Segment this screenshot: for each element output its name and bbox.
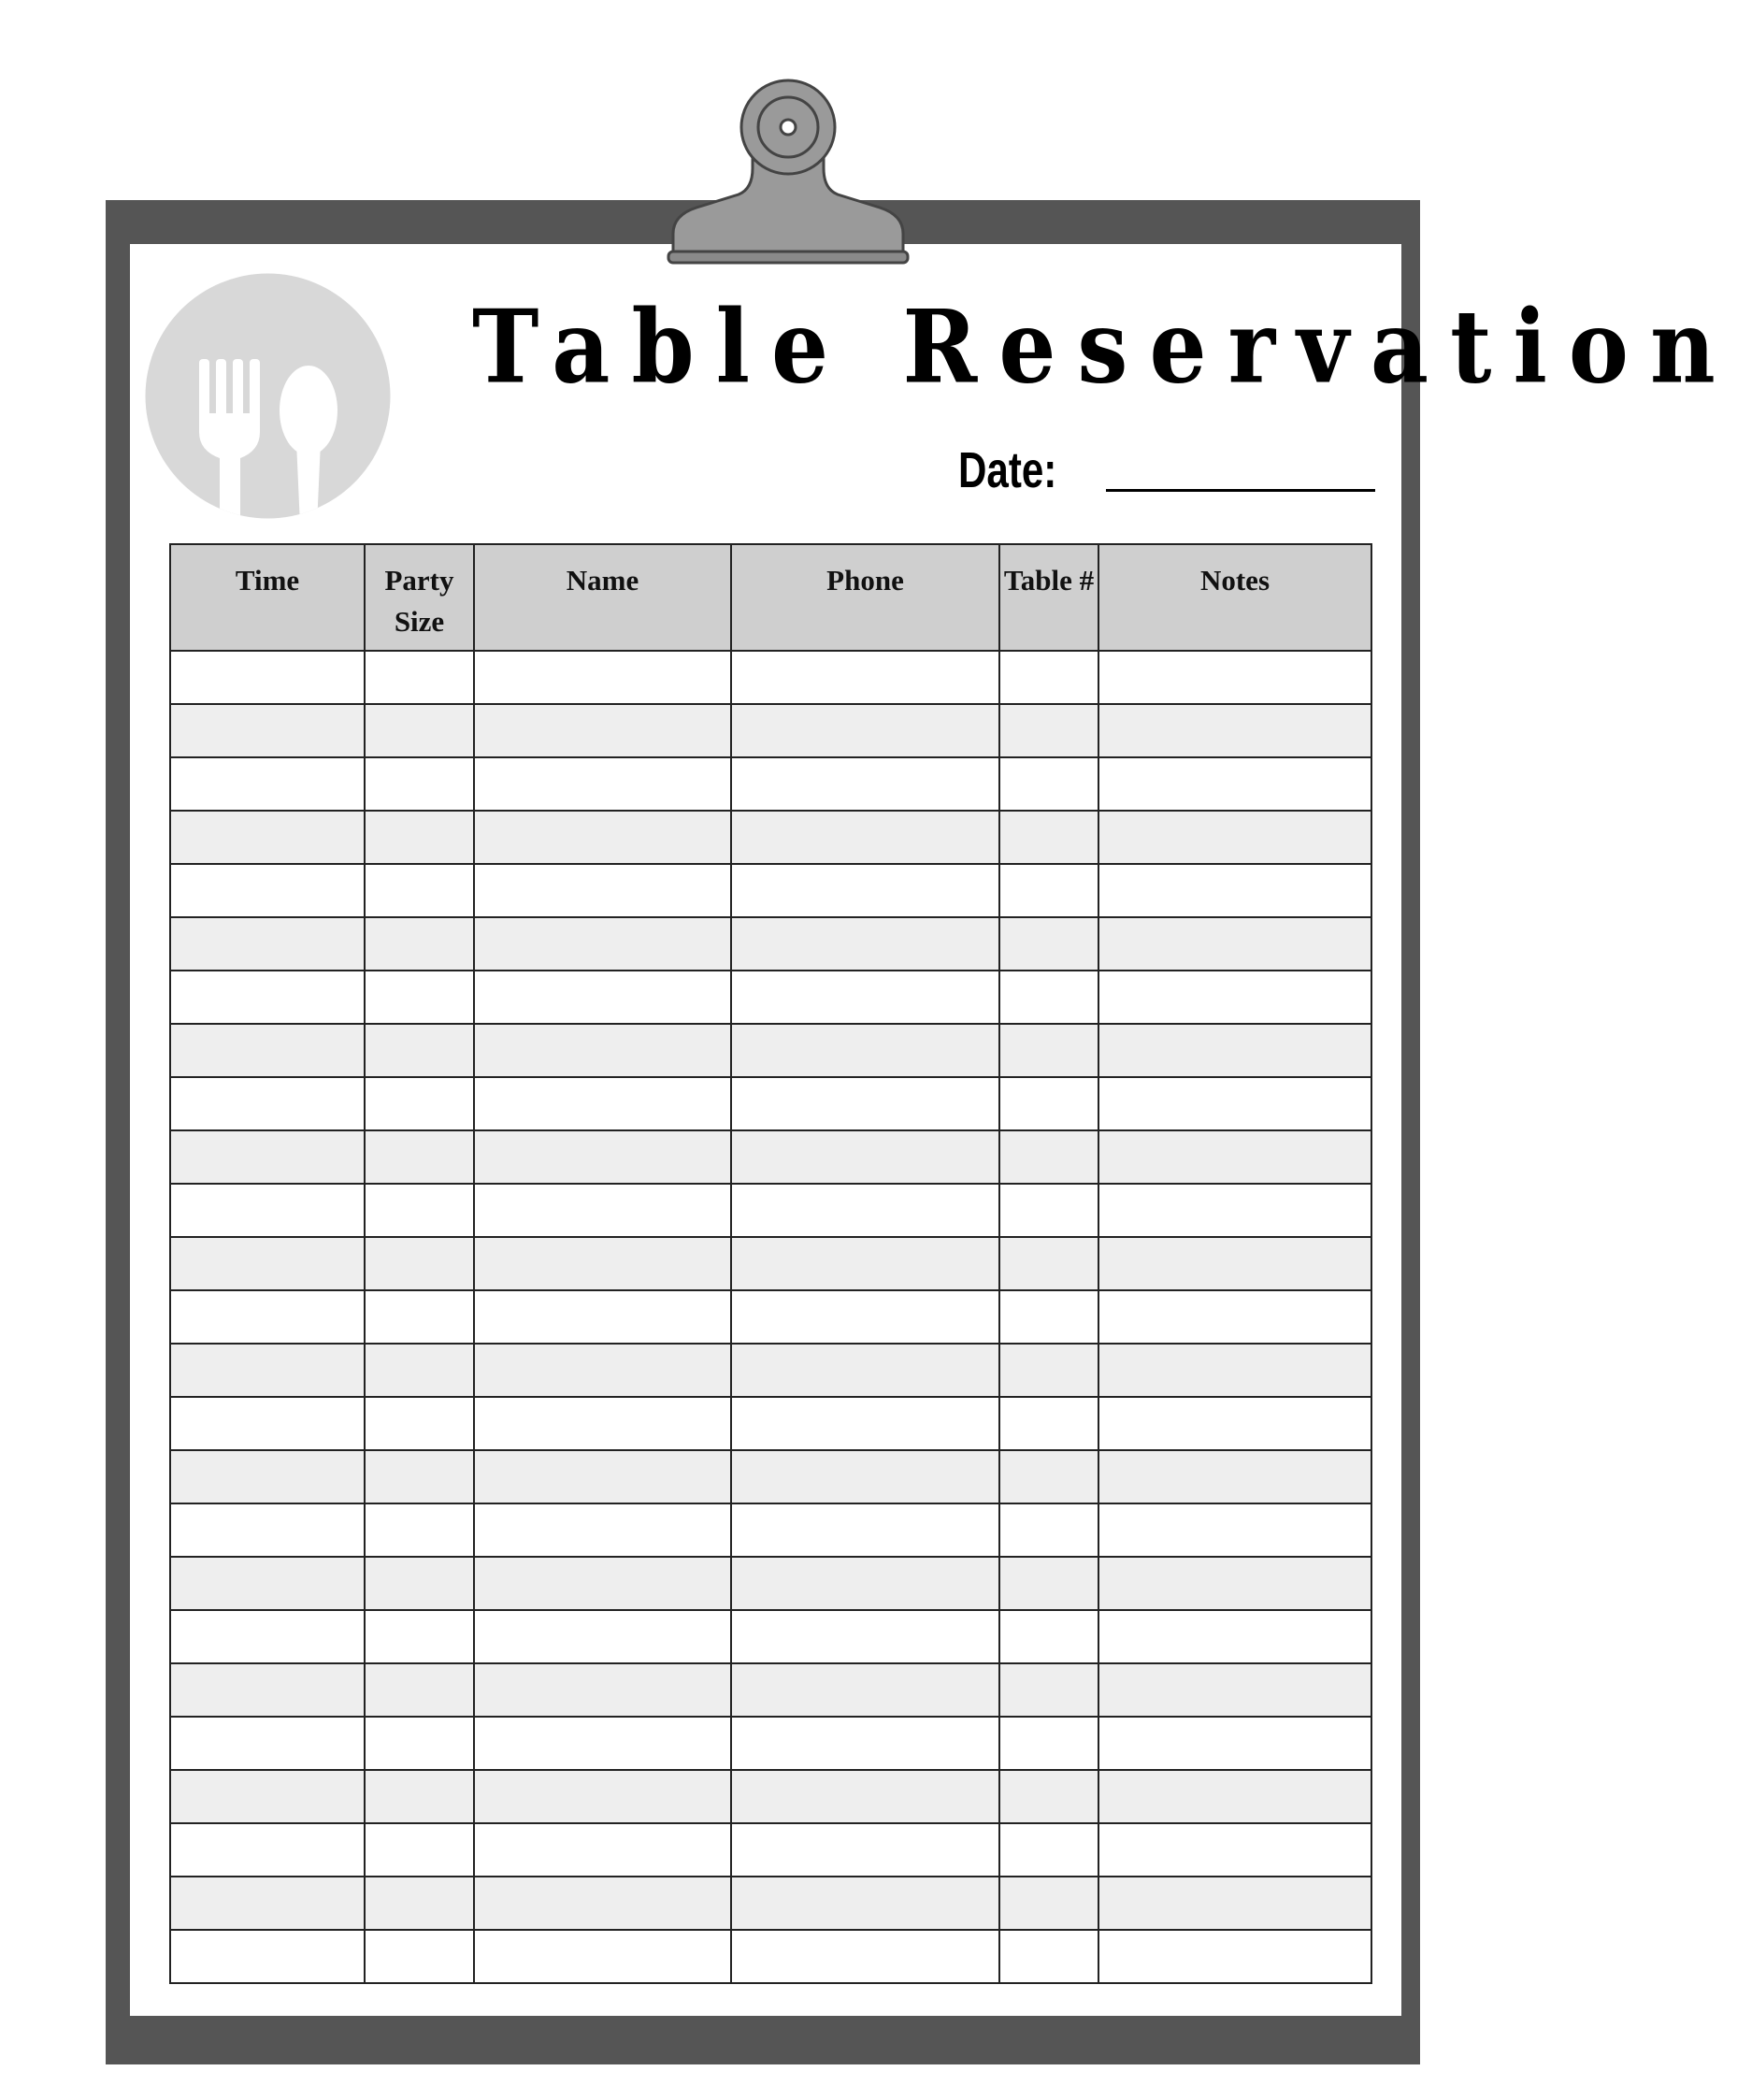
cell-table-number[interactable]: [999, 1610, 1098, 1663]
cell-notes[interactable]: [1098, 1503, 1371, 1557]
column-header-notes: Notes: [1098, 544, 1371, 651]
cell-phone[interactable]: [731, 1663, 999, 1717]
cell-notes[interactable]: [1098, 1557, 1371, 1610]
table-row: [170, 971, 1371, 1024]
cell-phone[interactable]: [731, 1344, 999, 1397]
table-row: [170, 1290, 1371, 1344]
date-label: Date:: [958, 442, 1057, 498]
cell-party-size[interactable]: [365, 1024, 474, 1077]
cell-name[interactable]: [474, 1770, 731, 1823]
cell-notes[interactable]: [1098, 811, 1371, 864]
cell-table-number[interactable]: [999, 1930, 1098, 1983]
binder-clip-icon: [668, 75, 908, 266]
cell-party-size[interactable]: [365, 1237, 474, 1290]
date-field: [958, 439, 1375, 496]
cell-party-size[interactable]: [365, 1770, 474, 1823]
table-row: [170, 1823, 1371, 1877]
cell-phone[interactable]: [731, 1184, 999, 1237]
cell-time[interactable]: [170, 1930, 365, 1983]
cell-name[interactable]: [474, 1557, 731, 1610]
cell-time[interactable]: [170, 1184, 365, 1237]
cell-notes[interactable]: [1098, 1344, 1371, 1397]
table-row: [170, 1130, 1371, 1184]
cell-phone[interactable]: [731, 1237, 999, 1290]
cell-notes[interactable]: [1098, 864, 1371, 917]
cell-party-size[interactable]: [365, 917, 474, 971]
cell-time[interactable]: [170, 704, 365, 757]
cell-time[interactable]: [170, 1770, 365, 1823]
cell-notes[interactable]: [1098, 971, 1371, 1024]
cell-phone[interactable]: [731, 704, 999, 757]
cell-name[interactable]: [474, 1823, 731, 1877]
cell-party-size[interactable]: [365, 864, 474, 917]
cell-party-size[interactable]: [365, 1717, 474, 1770]
cell-notes[interactable]: [1098, 1397, 1371, 1450]
cell-party-size[interactable]: [365, 1557, 474, 1610]
fork-spoon-icon: [145, 273, 391, 519]
cell-table-number[interactable]: [999, 757, 1098, 811]
cell-notes[interactable]: [1098, 917, 1371, 971]
table-row: [170, 651, 1371, 704]
cell-table-number[interactable]: [999, 1877, 1098, 1930]
cell-time[interactable]: [170, 1877, 365, 1930]
cell-time[interactable]: [170, 1450, 365, 1503]
cell-phone[interactable]: [731, 1024, 999, 1077]
table-body: [170, 651, 1371, 1983]
cell-name[interactable]: [474, 864, 731, 917]
column-header-name: Name: [474, 544, 731, 651]
cell-phone[interactable]: [731, 1077, 999, 1130]
cell-name[interactable]: [474, 1663, 731, 1717]
table-row: [170, 757, 1371, 811]
cell-name[interactable]: [474, 1397, 731, 1450]
cell-time[interactable]: [170, 917, 365, 971]
cell-time[interactable]: [170, 1503, 365, 1557]
cell-notes[interactable]: [1098, 1717, 1371, 1770]
cell-party-size[interactable]: [365, 1663, 474, 1717]
cell-notes[interactable]: [1098, 1663, 1371, 1717]
cell-time[interactable]: [170, 1130, 365, 1184]
cell-table-number[interactable]: [999, 1450, 1098, 1503]
table-row: [170, 1610, 1371, 1663]
cell-phone[interactable]: [731, 1877, 999, 1930]
cell-time[interactable]: [170, 1557, 365, 1610]
cell-table-number[interactable]: [999, 1184, 1098, 1237]
table-row: [170, 1184, 1371, 1237]
cell-time[interactable]: [170, 1077, 365, 1130]
table-header-row: [170, 544, 1371, 651]
cell-party-size[interactable]: [365, 1450, 474, 1503]
table-row: [170, 811, 1371, 864]
cell-phone[interactable]: [731, 1557, 999, 1610]
cell-notes[interactable]: [1098, 1450, 1371, 1503]
cell-phone[interactable]: [731, 917, 999, 971]
cell-party-size[interactable]: [365, 811, 474, 864]
cell-phone[interactable]: [731, 1823, 999, 1877]
cell-notes[interactable]: [1098, 1290, 1371, 1344]
column-header-time: Time: [170, 544, 365, 651]
reservation-table: [169, 543, 1372, 1984]
cell-phone[interactable]: [731, 1397, 999, 1450]
cell-table-number[interactable]: [999, 811, 1098, 864]
cell-name[interactable]: [474, 1077, 731, 1130]
column-header-party-size: Party Size: [365, 544, 474, 651]
table-row: [170, 1717, 1371, 1770]
cell-party-size[interactable]: [365, 704, 474, 757]
cell-notes[interactable]: [1098, 1130, 1371, 1184]
cell-time[interactable]: [170, 1397, 365, 1450]
cell-table-number[interactable]: [999, 917, 1098, 971]
cell-name[interactable]: [474, 917, 731, 971]
cell-table-number[interactable]: [999, 1717, 1098, 1770]
cell-party-size[interactable]: [365, 1184, 474, 1237]
cell-table-number[interactable]: [999, 1290, 1098, 1344]
table-row: [170, 1344, 1371, 1397]
cell-name[interactable]: [474, 1503, 731, 1557]
cell-table-number[interactable]: [999, 1557, 1098, 1610]
cell-party-size[interactable]: [365, 757, 474, 811]
cell-name[interactable]: [474, 1237, 731, 1290]
cell-party-size[interactable]: [365, 1077, 474, 1130]
table-row: [170, 1663, 1371, 1717]
cell-phone[interactable]: [731, 1610, 999, 1663]
cell-notes[interactable]: [1098, 1184, 1371, 1237]
cell-notes[interactable]: [1098, 1823, 1371, 1877]
cell-time[interactable]: [170, 757, 365, 811]
table-row: [170, 1503, 1371, 1557]
cell-name[interactable]: [474, 1717, 731, 1770]
cell-name[interactable]: [474, 1930, 731, 1983]
cell-time[interactable]: [170, 1823, 365, 1877]
cell-phone[interactable]: [731, 1290, 999, 1344]
cell-time[interactable]: [170, 1344, 365, 1397]
column-header-phone: Phone: [731, 544, 999, 651]
table-row: [170, 1077, 1371, 1130]
cell-time[interactable]: [170, 1237, 365, 1290]
cell-name[interactable]: [474, 971, 731, 1024]
cell-time[interactable]: [170, 1663, 365, 1717]
cell-table-number[interactable]: [999, 864, 1098, 917]
table-row: [170, 704, 1371, 757]
cell-phone[interactable]: [731, 811, 999, 864]
cell-notes[interactable]: [1098, 1770, 1371, 1823]
cell-time[interactable]: [170, 1717, 365, 1770]
table-row: [170, 1877, 1371, 1930]
cell-party-size[interactable]: [365, 1877, 474, 1930]
cell-time[interactable]: [170, 1024, 365, 1077]
cell-time[interactable]: [170, 811, 365, 864]
cell-notes[interactable]: [1098, 1877, 1371, 1930]
table-row: [170, 1024, 1371, 1077]
cell-name[interactable]: [474, 651, 731, 704]
cell-name[interactable]: [474, 1344, 731, 1397]
cell-table-number[interactable]: [999, 1077, 1098, 1130]
table-row: [170, 1397, 1371, 1450]
date-input-line[interactable]: [1106, 489, 1375, 492]
cell-name[interactable]: [474, 811, 731, 864]
cell-phone[interactable]: [731, 651, 999, 704]
cell-table-number[interactable]: [999, 1237, 1098, 1290]
cell-notes[interactable]: [1098, 1024, 1371, 1077]
cell-name[interactable]: [474, 1024, 731, 1077]
cell-phone[interactable]: [731, 757, 999, 811]
cell-name[interactable]: [474, 1877, 731, 1930]
cell-party-size[interactable]: [365, 1503, 474, 1557]
page-title: Table Reservation: [472, 287, 1737, 407]
cell-notes[interactable]: [1098, 704, 1371, 757]
cell-table-number[interactable]: [999, 1130, 1098, 1184]
cell-notes[interactable]: [1098, 1237, 1371, 1290]
cell-name[interactable]: [474, 1290, 731, 1344]
table-row: [170, 1237, 1371, 1290]
cell-notes[interactable]: [1098, 1930, 1371, 1983]
cell-time[interactable]: [170, 1290, 365, 1344]
cell-time[interactable]: [170, 651, 365, 704]
cell-phone[interactable]: [731, 971, 999, 1024]
cell-name[interactable]: [474, 757, 731, 811]
cell-table-number[interactable]: [999, 651, 1098, 704]
cell-name[interactable]: [474, 1184, 731, 1237]
cell-name[interactable]: [474, 1130, 731, 1184]
cell-table-number[interactable]: [999, 704, 1098, 757]
cell-table-number[interactable]: [999, 1344, 1098, 1397]
cell-time[interactable]: [170, 971, 365, 1024]
table-row: [170, 917, 1371, 971]
cell-party-size[interactable]: [365, 1610, 474, 1663]
cell-party-size[interactable]: [365, 1823, 474, 1877]
table-row: [170, 864, 1371, 917]
cell-table-number[interactable]: [999, 1823, 1098, 1877]
cell-table-number[interactable]: [999, 1503, 1098, 1557]
cell-phone[interactable]: [731, 1717, 999, 1770]
cell-notes[interactable]: [1098, 651, 1371, 704]
cell-party-size[interactable]: [365, 1930, 474, 1983]
cell-party-size[interactable]: [365, 1397, 474, 1450]
cell-party-size[interactable]: [365, 1290, 474, 1344]
column-header-table-number: Table #: [999, 544, 1098, 651]
table-row: [170, 1770, 1371, 1823]
cell-name[interactable]: [474, 1450, 731, 1503]
table-row: [170, 1930, 1371, 1983]
cell-name[interactable]: [474, 704, 731, 757]
table-row: [170, 1450, 1371, 1503]
cell-party-size[interactable]: [365, 1130, 474, 1184]
cell-notes[interactable]: [1098, 757, 1371, 811]
cell-party-size[interactable]: [365, 651, 474, 704]
cell-table-number[interactable]: [999, 1663, 1098, 1717]
cell-phone[interactable]: [731, 1450, 999, 1503]
cell-table-number[interactable]: [999, 1397, 1098, 1450]
cell-phone[interactable]: [731, 1503, 999, 1557]
table-row: [170, 1557, 1371, 1610]
cell-party-size[interactable]: [365, 971, 474, 1024]
cell-table-number[interactable]: [999, 1770, 1098, 1823]
cell-phone[interactable]: [731, 1930, 999, 1983]
cell-table-number[interactable]: [999, 1024, 1098, 1077]
cell-name[interactable]: [474, 1610, 731, 1663]
cell-table-number[interactable]: [999, 971, 1098, 1024]
cell-party-size[interactable]: [365, 1344, 474, 1397]
cell-phone[interactable]: [731, 1130, 999, 1184]
cell-phone[interactable]: [731, 1770, 999, 1823]
cell-phone[interactable]: [731, 864, 999, 917]
cell-notes[interactable]: [1098, 1610, 1371, 1663]
cell-notes[interactable]: [1098, 1077, 1371, 1130]
cell-time[interactable]: [170, 864, 365, 917]
cell-time[interactable]: [170, 1610, 365, 1663]
